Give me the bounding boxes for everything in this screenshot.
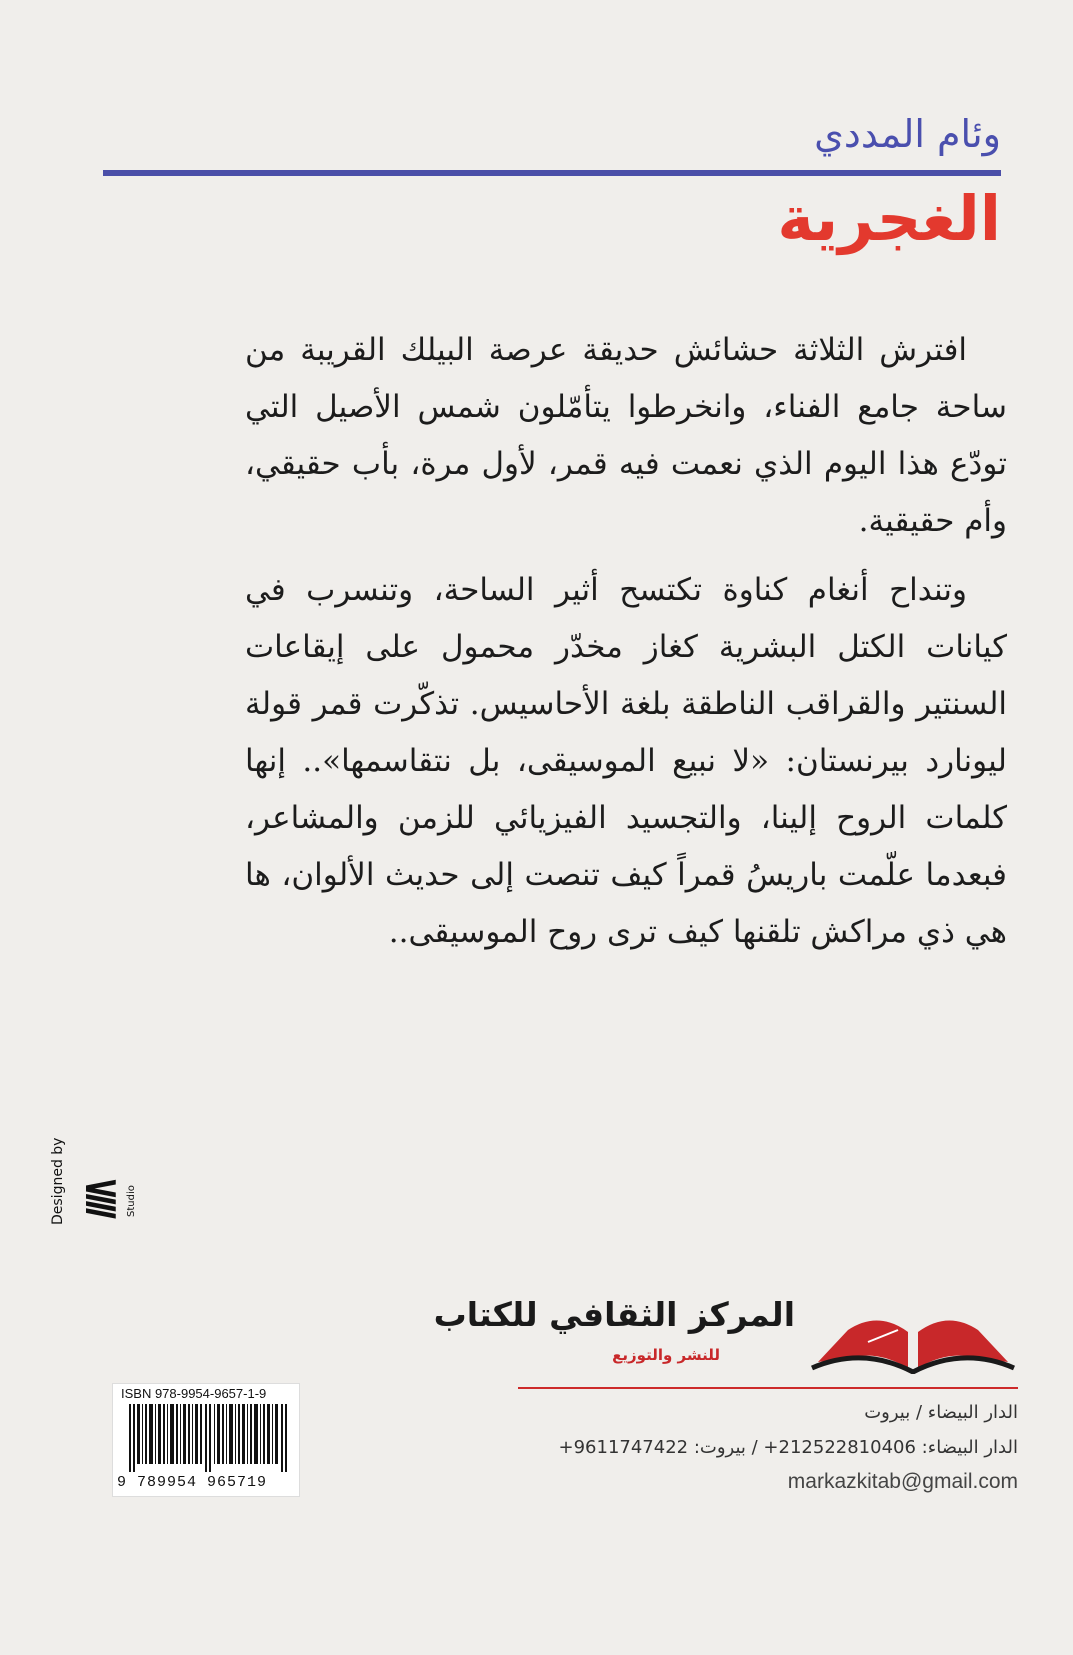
designer-label: Designed by xyxy=(50,1137,66,1225)
designer-studio: Studio xyxy=(126,1185,137,1217)
blurb-text xyxy=(245,322,1007,973)
barcode-digits: 9 789954 965719 xyxy=(117,1474,268,1491)
open-book-logo-icon xyxy=(808,1302,1018,1374)
blurb-paragraph: وتنداح أنغام كناوة تكتسح أثير الساحة، وتنسرب في كيانات الكتل البشرية كغاز مخدّر محمول على إيقاعات السنتير والقراقب الناطقة بلغة الأحاسيس. تذكّرت قمر قولة ليونارد بيرنستان: «لا نبيع الموسيقى، بل نتقاسمها».. إنها كلمات الروح إلينا، والتجسيد الفيزيائي للزمن والمشاعر، فبعدما علّمت باريسُ قمراً كيف تنصت إلى حديث الألوان، ها هي ذي مراكش تلقنها كيف ترى روح الموسيقى.. xyxy=(245,572,1007,950)
book-title: الغجرية xyxy=(777,182,1001,255)
title-divider xyxy=(103,170,1001,176)
designer-credit xyxy=(40,1075,140,1225)
publisher-phones: الدار البيضاء: 212522810406+ / بيروت: 9611747422+ xyxy=(558,1437,1018,1458)
publisher-name: المركز الثقافي للكتاب xyxy=(433,1295,795,1334)
publisher-subtitle: للنشر والتوزيع xyxy=(612,1346,720,1364)
contact-divider xyxy=(518,1387,1018,1389)
publisher-address: الدار البيضاء / بيروت xyxy=(864,1402,1018,1423)
publisher-email[interactable]: markazkitab@gmail.com xyxy=(787,1470,1018,1493)
barcode-bars-icon xyxy=(129,1404,289,1472)
author-name: وئام المددي xyxy=(814,112,1001,156)
blurb-paragraph: افترش الثلاثة حشائش حديقة عرصة البيلك القريبة من ساحة جامع الفناء، وانخرطوا يتأمّلون شمس الأصيل التي تودّع هذا اليوم الذي نعمت فيه قمر، لأول مرة، بأب حقيقي، وأم حقيقية. xyxy=(245,332,1007,539)
isbn-barcode xyxy=(112,1383,300,1497)
isbn-label: ISBN 978-9954-9657-1-9 xyxy=(121,1386,267,1401)
designer-logo-icon: ////\ xyxy=(80,1183,124,1219)
